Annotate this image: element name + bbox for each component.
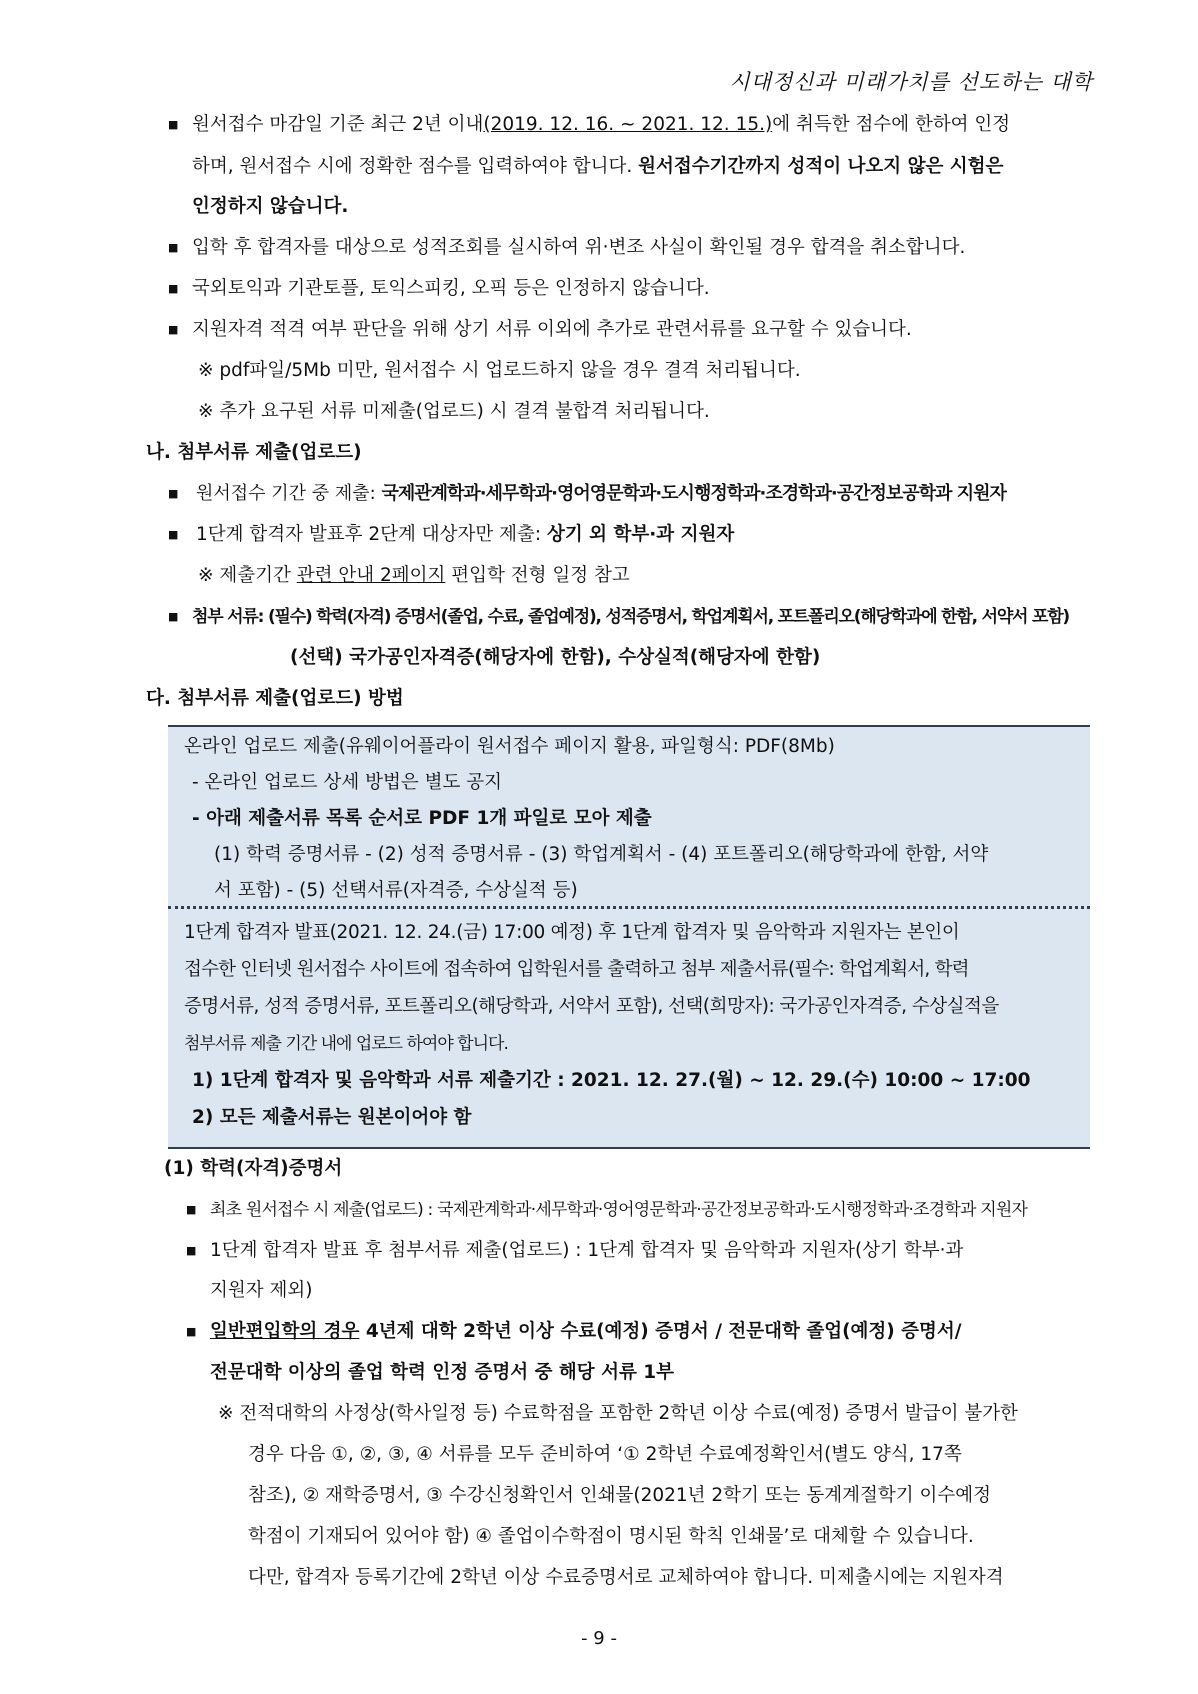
bullet-icon: ■ (168, 610, 179, 623)
section-na-bullet-3 (192, 605, 1069, 629)
section-na-bullet-1 (196, 482, 1006, 506)
sub1-bullet-2: 1단계 합격자 발표 후 첨부서류 제출(업로드) : 1단계 합격자 및 음악학과 지원자(상기 학부·과 (210, 1240, 964, 1261)
bullet-icon: ■ (168, 241, 179, 254)
sub1-bullet-3-cont: 전문대학 이상의 졸업 학력 인정 증명서 중 해당 서류 1부 (210, 1362, 675, 1383)
intro-line-4: 입학 후 합격자를 대상으로 성적조회를 실시하여 위·변조 사실이 확인될 경우 합격을 취소합니다. (192, 237, 966, 258)
box-line-10: 1) 1단계 합격자 및 음악학과 서류 제출기간 : 2021. 12. 27.(월) ~ 12. 29.(수) 10:00 ~ 17:00 (192, 1070, 1031, 1091)
intro-line-6: 지원자격 적격 여부 판단을 위해 상기 서류 이외에 추가로 관련서류를 요구할 수 있습니다. (192, 319, 912, 340)
text: 하며, 원서접수 시에 정확한 점수를 입력하여야 합니다. (192, 156, 639, 177)
intro-line-1 (192, 113, 1010, 137)
box-divider (168, 906, 1090, 909)
text: ※ 제출기간 (198, 565, 297, 586)
bullet-icon: ■ (168, 528, 179, 541)
sub1-heading: (1) 학력(자격)증명서 (164, 1158, 343, 1179)
page-number: - 9 - (581, 1628, 617, 1649)
university-motto: 시대정신과 미래가치를 선도하는 대학 (729, 70, 1093, 94)
box-line-6: 1단계 합격자 발표(2021. 12. 24.(금) 17:00 예정) 후 1단계 합격자 및 음악학과 지원자는 본인이 (184, 922, 960, 943)
bullet-icon: ■ (168, 118, 179, 131)
box-line-5: 서 포함) - (5) 선택서류(자격증, 수상실적 등) (214, 880, 578, 901)
text: 1단계 합격자 발표후 2단계 대상자만 제출: (196, 524, 547, 545)
sub1-bullet-1: 최초 원서접수 시 제출(업로드) : 국제관계학과·세무학과·영어영문학과·공간정보공학과·도시행정학과·조경학과 지원자 (210, 1200, 1028, 1220)
intro-note-1: ※ pdf파일/5Mb 미만, 원서접수 시 업로드하지 않을 경우 결격 처리됩니다. (198, 360, 801, 381)
bold-text: 상기 외 학부·과 지원자 (547, 524, 735, 545)
sub1-bullet-3 (210, 1320, 962, 1344)
box-line-4: (1) 학력 증명서류 - (2) 성적 증명서류 - (3) 학업계획서 - (4) 포트폴리오(해당학과에 한함, 서약 (214, 844, 989, 865)
sub1-note-2: 경우 다음 ①, ②, ③, ④ 서류를 모두 준비하여 ‘① 2학년 수료예정확인서(별도 양식, 17쪽 (248, 1444, 962, 1465)
section-na-heading: 나. 첨부서류 제출(업로드) (146, 442, 362, 463)
bullet-icon: ■ (186, 1203, 197, 1216)
date-range: (2019. 12. 16. ~ 2021. 12. 15.) (483, 114, 773, 135)
text: 편입학 전형 일정 참고 (445, 565, 630, 586)
bullet-icon: ■ (168, 282, 179, 295)
intro-line-5: 국외토익과 기관토플, 토익스피킹, 오픽 등은 인정하지 않습니다. (192, 278, 710, 299)
sub1-note-1: ※ 전적대학의 사정상(학사일정 등) 수료학점을 포함한 2학년 이상 수료(예정) 증명서 발급이 불가한 (218, 1403, 1018, 1424)
text: 원서접수 기간 중 제출: (196, 483, 382, 504)
box-line-11: 2) 모든 제출서류는 원본이어야 함 (192, 1107, 472, 1128)
section-na-bullet-3-cont: (선택) 국가공인자격증(해당자에 한함), 수상실적(해당자에 한함) (290, 647, 821, 668)
bold-text: 국제관계학과·세무학과·영어영문학과·도시행정학과·조경학과·공간정보공학과 지원자 (381, 483, 1006, 504)
box-line-2: - 온라인 업로드 상세 방법은 별도 공지 (192, 772, 503, 793)
bold-text: (필수) 학력(자격) 증명서(졸업, 수료, 졸업예정), 성적증명서, 학업계획서, 포트폴리오(해당학과에 한함, 서약서 포함) (267, 607, 1069, 627)
intro-line-3: 인정하지 않습니다. (192, 196, 349, 217)
bullet-icon: ■ (168, 487, 179, 500)
box-line-7: 접수한 인터넷 원서접수 사이트에 접속하여 입학원서를 출력하고 첨부 제출서류(필수: 학업계획서, 학력 (184, 959, 969, 980)
box-line-3: - 아래 제출서류 목록 순서로 PDF 1개 파일로 모아 제출 (192, 808, 652, 829)
bullet-icon: ■ (186, 1325, 197, 1338)
box-line-9: 첨부서류 제출 기간 내에 업로드 하여야 합니다. (184, 1034, 508, 1054)
bold-text: 4년제 대학 2학년 이상 수료(예정) 증명서 / 전문대학 졸업(예정) 증명서/ (359, 1321, 962, 1342)
sub1-note-5: 다만, 합격자 등록기간에 2학년 이상 수료증명서로 교체하여야 합니다. 미제출시에는 지원자격 (248, 1567, 1004, 1588)
underlined-text: 관련 안내 2페이지 (296, 565, 446, 586)
intro-note-2: ※ 추가 요구된 서류 미제출(업로드) 시 결격 불합격 처리됩니다. (198, 401, 710, 422)
text: 에 취득한 점수에 한하여 인정 (772, 114, 1011, 135)
section-da-heading: 다. 첨부서류 제출(업로드) 방법 (146, 688, 404, 709)
box-line-1: 온라인 업로드 제출(유웨이어플라이 원서접수 페이지 활용, 파일형식: PDF(8Mb) (184, 736, 835, 757)
intro-line-2 (192, 155, 1003, 179)
bullet-icon: ■ (186, 1244, 197, 1257)
sub1-note-3: 참조), ② 재학증명서, ③ 수강신청확인서 인쇄물(2021년 2학기 또는 동계계절학기 이수예정 (248, 1485, 992, 1506)
bold-text: 원서접수기간까지 성적이 나오지 않은 시험은 (638, 156, 1004, 177)
section-na-bullet-2 (196, 523, 734, 547)
underlined-text: 일반편입학의 경우 (210, 1321, 360, 1342)
box-line-8: 증명서류, 성적 증명서류, 포트폴리오(해당학과, 서약서 포함), 선택(희망자): 국가공인자격증, 수상실적을 (184, 996, 999, 1017)
text: 첨부 서류: (192, 607, 268, 627)
sub1-note-4: 학점이 기재되어 있어야 함) ④ 졸업이수학점이 명시된 학칙 인쇄물’로 대체할 수 있습니다. (248, 1526, 974, 1547)
text: 원서접수 마감일 기준 최근 2년 이내 (192, 114, 484, 135)
bullet-icon: ■ (168, 323, 179, 336)
section-na-note (198, 564, 630, 588)
sub1-bullet-2-cont: 지원자 제외) (210, 1280, 313, 1301)
